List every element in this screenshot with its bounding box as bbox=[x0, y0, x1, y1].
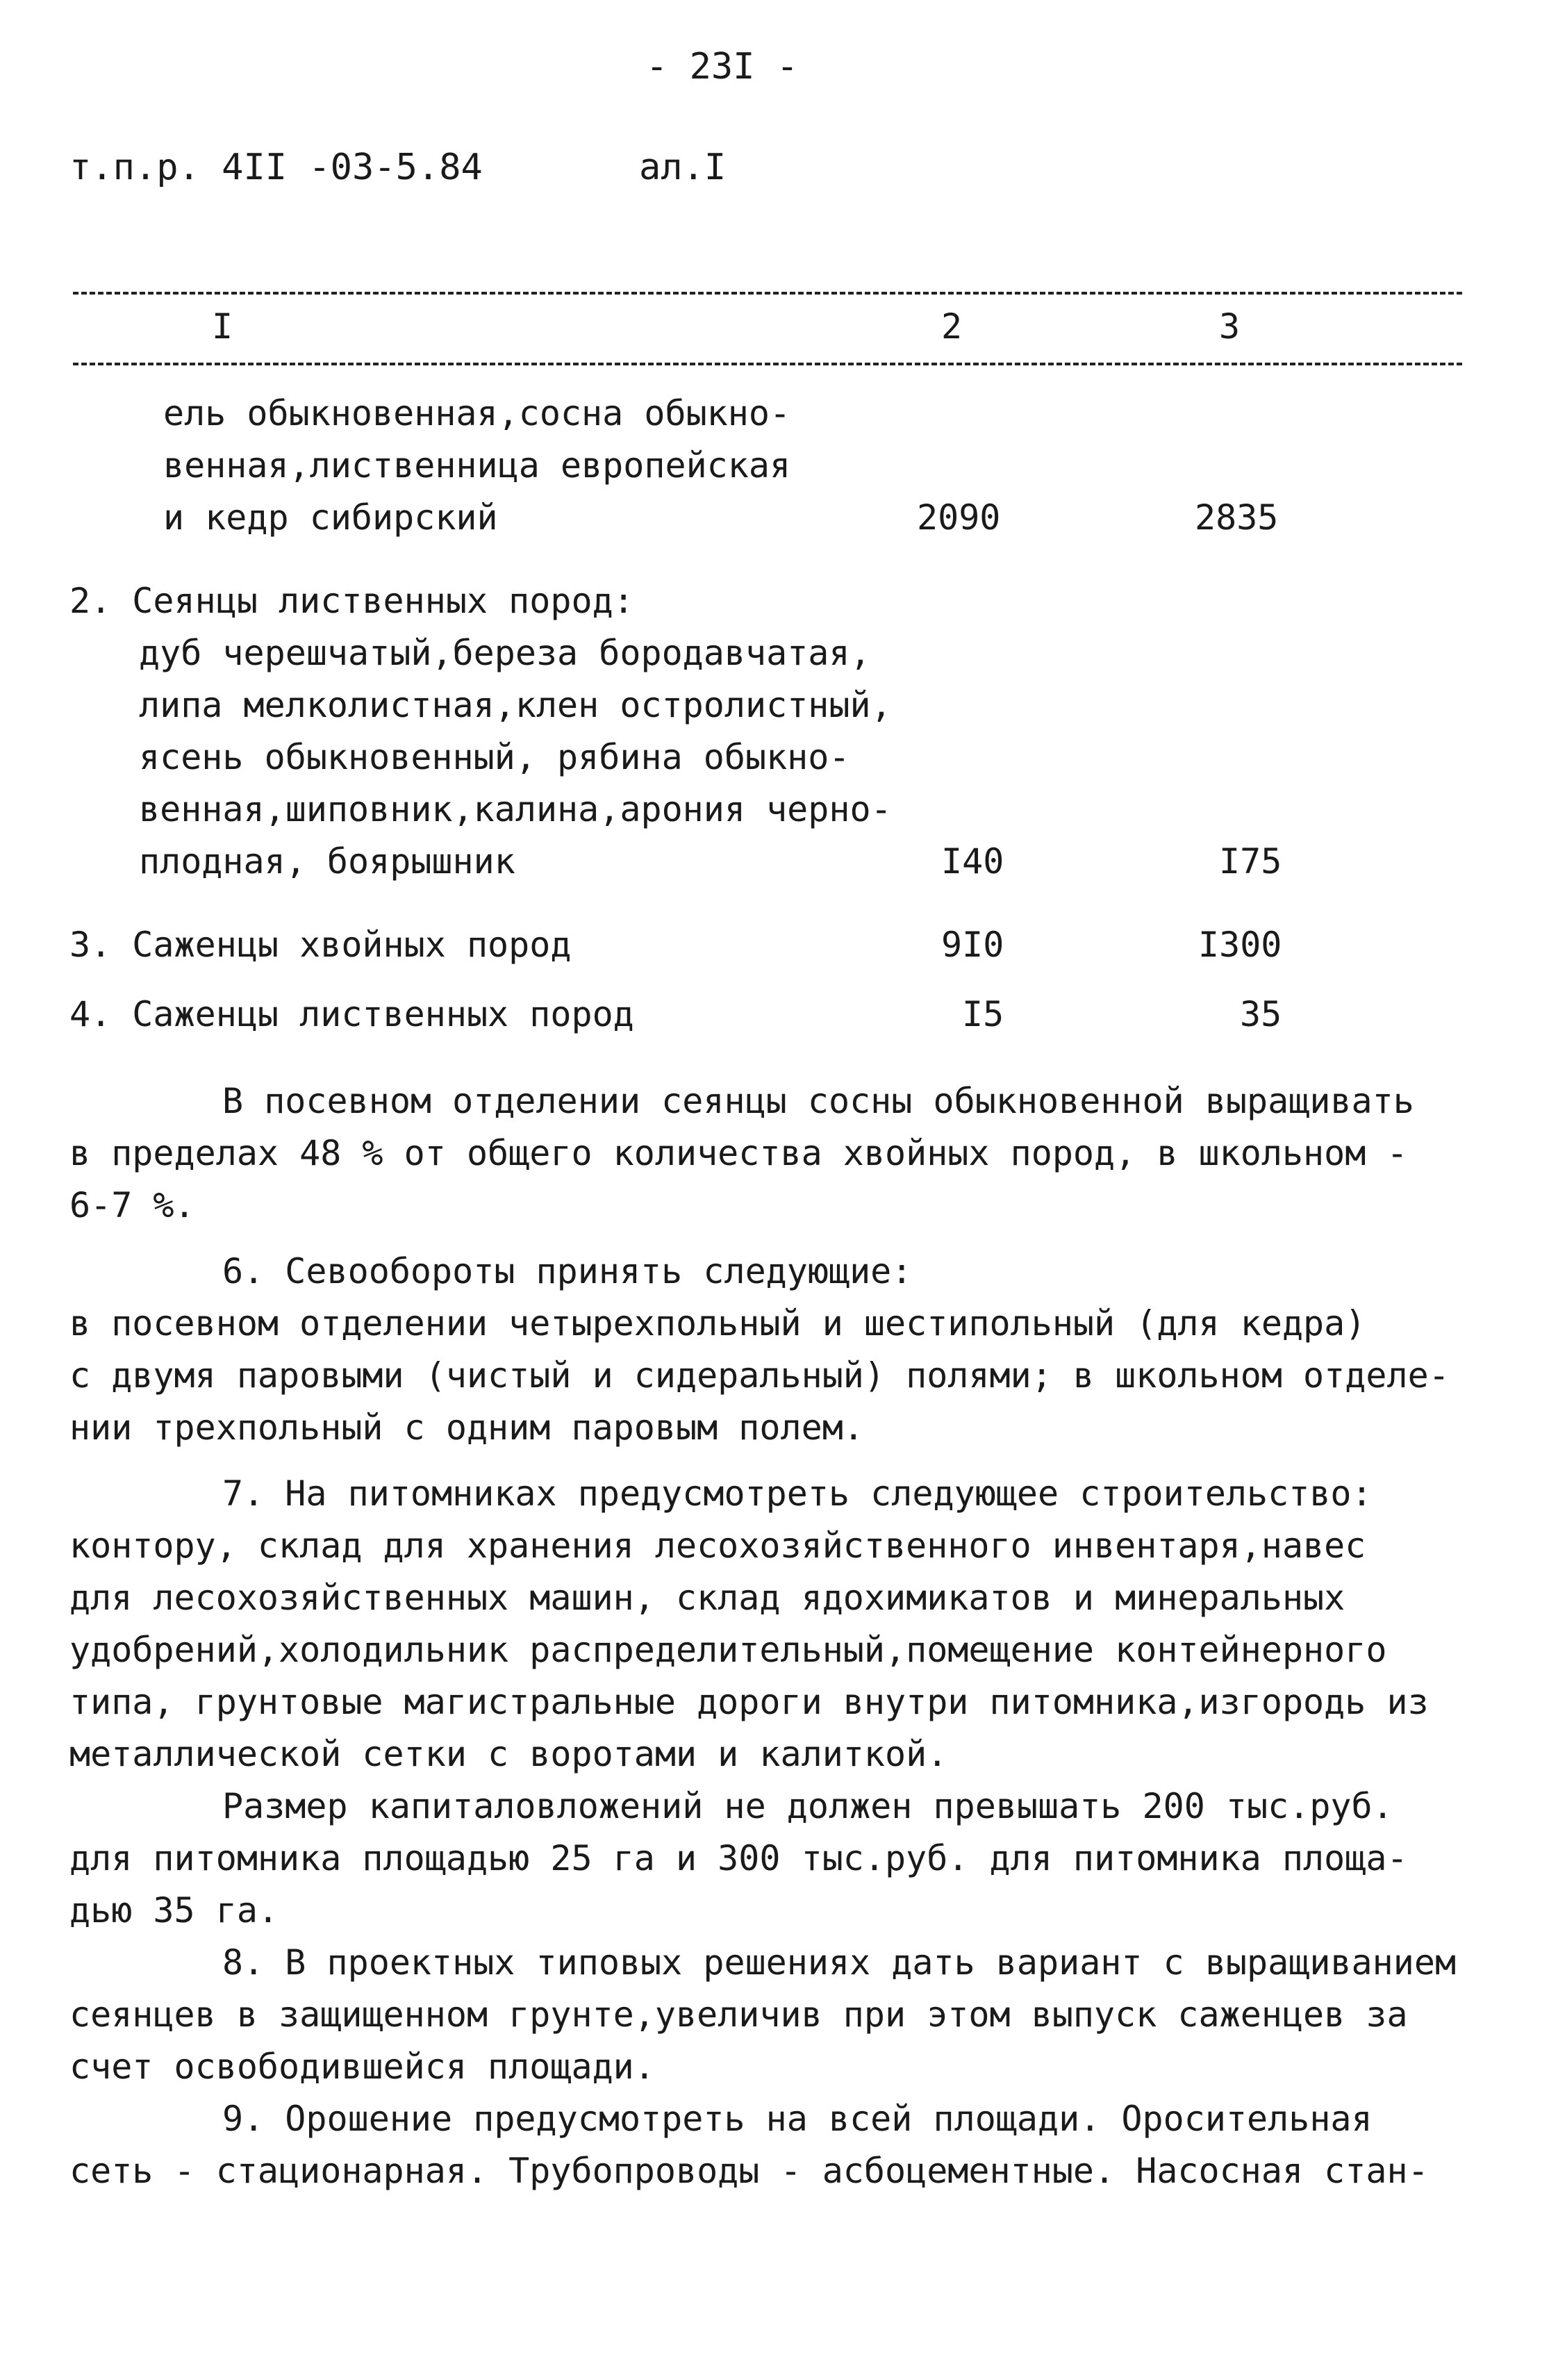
body-line-15: для питомника площадью 25 га и 300 тыс.руб. для питомника площа- bbox=[69, 1838, 1408, 1878]
table-header-rule bbox=[73, 363, 1462, 365]
body-line-3: 6-7 %. bbox=[69, 1185, 195, 1225]
table-row-1-line-2: венная,лиственница европейская bbox=[163, 445, 791, 486]
document-code: т.п.р. 4II -03-5.84 bbox=[69, 147, 483, 188]
column-header-3: 3 bbox=[1219, 306, 1241, 347]
table-row-4-line-1: 4. Саженцы лиственных пород bbox=[69, 994, 634, 1034]
column-header-1: I bbox=[212, 306, 233, 347]
table-row-2-line-2: дуб черешчатый,береза бородавчатая, bbox=[139, 633, 871, 673]
table-row-1-col2: 2090 bbox=[917, 497, 1001, 538]
table-row-3-line-1: 3. Саженцы хвойных пород bbox=[69, 925, 572, 965]
body-line-9: контору, склад для хранения лесохозяйственного инвентаря,навес bbox=[69, 1526, 1366, 1566]
table-row-1-col3: 2835 bbox=[1195, 497, 1279, 538]
body-line-18: сеянцев в защищенном грунте,увеличив при этом выпуск саженцев за bbox=[69, 1994, 1408, 2035]
table-row-2-line-6: плодная, боярышник bbox=[139, 841, 515, 882]
body-line-8: 7. На питомниках предусмотреть следующее строительство: bbox=[222, 1473, 1373, 1514]
page-number: - 23I - bbox=[646, 46, 799, 88]
body-line-6: с двумя паровыми (чистый и сидеральный) полями; в школьном отделе- bbox=[69, 1355, 1450, 1396]
table-row-2-line-4: ясень обыкновенный, рябина обыкно- bbox=[139, 737, 850, 777]
table-row-1-line-1: ель обыкновенная,сосна обыкно- bbox=[163, 393, 791, 433]
table-row-2-line-1: 2. Сеянцы лиственных пород: bbox=[69, 581, 634, 621]
body-line-7: нии трехпольный с одним паровым полем. bbox=[69, 1407, 864, 1448]
table-row-4-col3: 35 bbox=[1240, 994, 1282, 1034]
body-line-4: 6. Севообороты принять следующие: bbox=[222, 1251, 913, 1291]
body-line-2: в пределах 48 % от общего количества хвойных пород, в школьном - bbox=[69, 1133, 1408, 1173]
column-header-2: 2 bbox=[941, 306, 963, 347]
body-line-1: В посевном отделении сеянцы сосны обыкновенной выращивать bbox=[222, 1081, 1414, 1121]
body-line-13: металлической сетки с воротами и калиткой. bbox=[69, 1734, 948, 1774]
body-line-21: сеть - стационарная. Трубопроводы - асбоцементные. Насосная стан- bbox=[69, 2151, 1429, 2191]
table-row-2-line-5: венная,шиповник,калина,арония черно- bbox=[139, 789, 892, 829]
table-row-2-col3: I75 bbox=[1219, 841, 1282, 882]
table-row-2-line-3: липа мелколистная,клен остролистный, bbox=[139, 685, 892, 725]
body-line-17: 8. В проектных типовых решениях дать вариант с выращиванием bbox=[222, 1942, 1457, 1983]
table-row-3-col3: I300 bbox=[1198, 925, 1282, 965]
sheet-label: ал.I bbox=[639, 147, 727, 188]
table-top-rule bbox=[73, 292, 1462, 295]
body-line-12: типа, грунтовые магистральные дороги внутри питомника,изгородь из bbox=[69, 1682, 1429, 1722]
table-row-3-col2: 9I0 bbox=[941, 925, 1004, 965]
body-line-5: в посевном отделении четырехпольный и шестипольный (для кедра) bbox=[69, 1303, 1366, 1344]
body-line-14: Размер капиталовложений не должен превышать 200 тыс.руб. bbox=[222, 1786, 1393, 1826]
body-line-20: 9. Орошение предусмотреть на всей площади. Оросительная bbox=[222, 2099, 1373, 2139]
body-line-16: дью 35 га. bbox=[69, 1890, 279, 1931]
body-line-19: счет освободившейся площади. bbox=[69, 2047, 655, 2087]
body-line-10: для лесохозяйственных машин, склад ядохимикатов и минеральных bbox=[69, 1578, 1345, 1618]
table-row-2-col2: I40 bbox=[941, 841, 1004, 882]
body-line-11: удобрений,холодильник распределительный,помещение контейнерного bbox=[69, 1630, 1387, 1670]
table-row-1-line-3: и кедр сибирский bbox=[163, 497, 498, 538]
table-row-4-col2: I5 bbox=[962, 994, 1004, 1034]
